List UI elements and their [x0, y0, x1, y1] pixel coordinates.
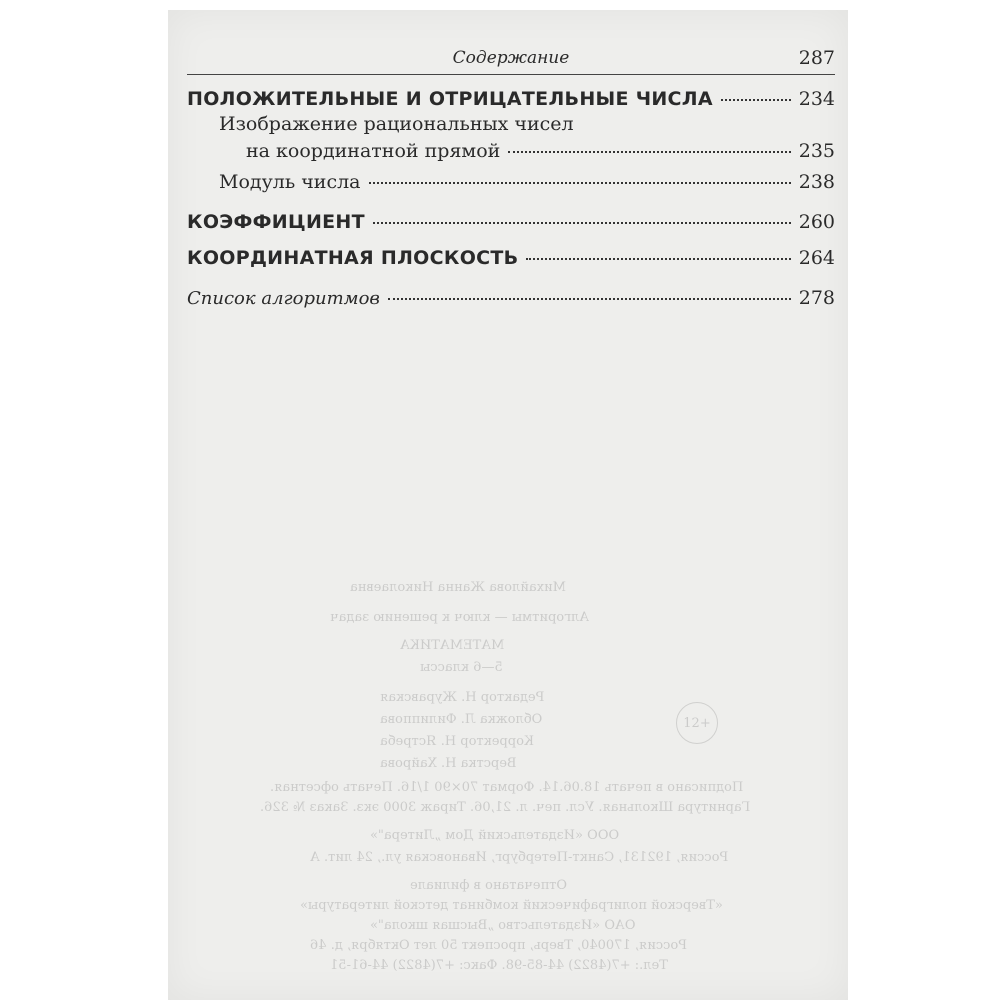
imprint-line: Корректор Н. Ястреба: [380, 734, 534, 749]
leader-dots: [721, 99, 791, 101]
leader-dots: [373, 222, 791, 224]
imprint-line: Россия, 170040, Тверь, проспект 50 лет Октября, д. 46: [310, 938, 687, 953]
imprint-line: Отпечатано в филиале: [410, 878, 568, 893]
header-title: Содержание: [452, 48, 570, 68]
toc-entry-label: Модуль числа: [219, 171, 361, 193]
toc-entry-label: КОЭФФИЦИЕНТ: [187, 211, 365, 233]
toc-entry: [187, 247, 835, 269]
imprint-line: ООО «Издательский Дом „Литера"»: [370, 828, 620, 843]
imprint-line: Подписано в печать 18.06.14. Формат 70×90 1/16. Печать офсетная.: [270, 780, 744, 795]
imprint-line: Редактор Н. Журавская: [380, 690, 545, 705]
leader-dots: [508, 151, 790, 153]
toc-entry-page: 238: [798, 171, 835, 193]
toc-entry: [219, 171, 835, 193]
toc-entry-page: 264: [798, 247, 835, 269]
age-rating-badge: 12+: [676, 702, 718, 744]
imprint-line: Гарнитура Школьная. Усл. печ. л. 21,06. Тираж 3000 экз. Заказ № 326.: [260, 800, 751, 815]
toc-entry: [187, 287, 835, 309]
leader-dots: [369, 182, 791, 184]
imprint-line: Тел.: +7(4822) 44-85-98. Факс: +7(4822) 44-61-51: [330, 958, 668, 973]
toc-entry-page: 278: [798, 287, 835, 309]
leader-dots: [526, 258, 790, 260]
toc-entry-label: КООРДИНАТНАЯ ПЛОСКОСТЬ: [187, 247, 519, 269]
toc-entry: [246, 140, 835, 162]
imprint-line: ОАО «Издательство „Высшая школа"»: [370, 918, 636, 933]
toc-entry-label: на координатной прямой: [246, 140, 501, 162]
imprint-line: 5—6 классы: [420, 660, 503, 675]
leader-dots: [388, 298, 791, 300]
imprint-line: Верстка Н. Хайрова: [380, 756, 517, 771]
toc-entry-label: ПОЛОЖИТЕЛЬНЫЕ И ОТРИЦАТЕЛЬНЫЕ ЧИСЛА: [187, 88, 713, 110]
toc-entry-label: Список алгоритмов: [187, 288, 380, 309]
toc-entry-line1: [219, 113, 574, 135]
running-header: [187, 44, 835, 75]
imprint-line: Алгоритмы — ключ к решению задач: [330, 610, 590, 625]
toc-entry: [187, 211, 835, 233]
toc-entry-page: 234: [798, 88, 835, 110]
toc-entry-page: 235: [798, 140, 835, 162]
imprint-line: Михайлова Жанна Николаевна: [350, 580, 566, 595]
toc-entry: [187, 88, 835, 110]
imprint-line: «Тверской полиграфический комбинат детской литературы»: [300, 898, 723, 913]
imprint-line: Россия, 192131, Санкт-Петербург, Ивановская ул., 24 лит. А: [310, 850, 729, 865]
imprint-line: Обложка Л. Филиппова: [380, 712, 543, 727]
toc-entry-label: Изображение рациональных чисел: [219, 113, 574, 135]
imprint-line: МАТЕМАТИКА: [400, 638, 505, 653]
header-page-number: 287: [798, 47, 835, 69]
toc-entry-page: 260: [798, 211, 835, 233]
